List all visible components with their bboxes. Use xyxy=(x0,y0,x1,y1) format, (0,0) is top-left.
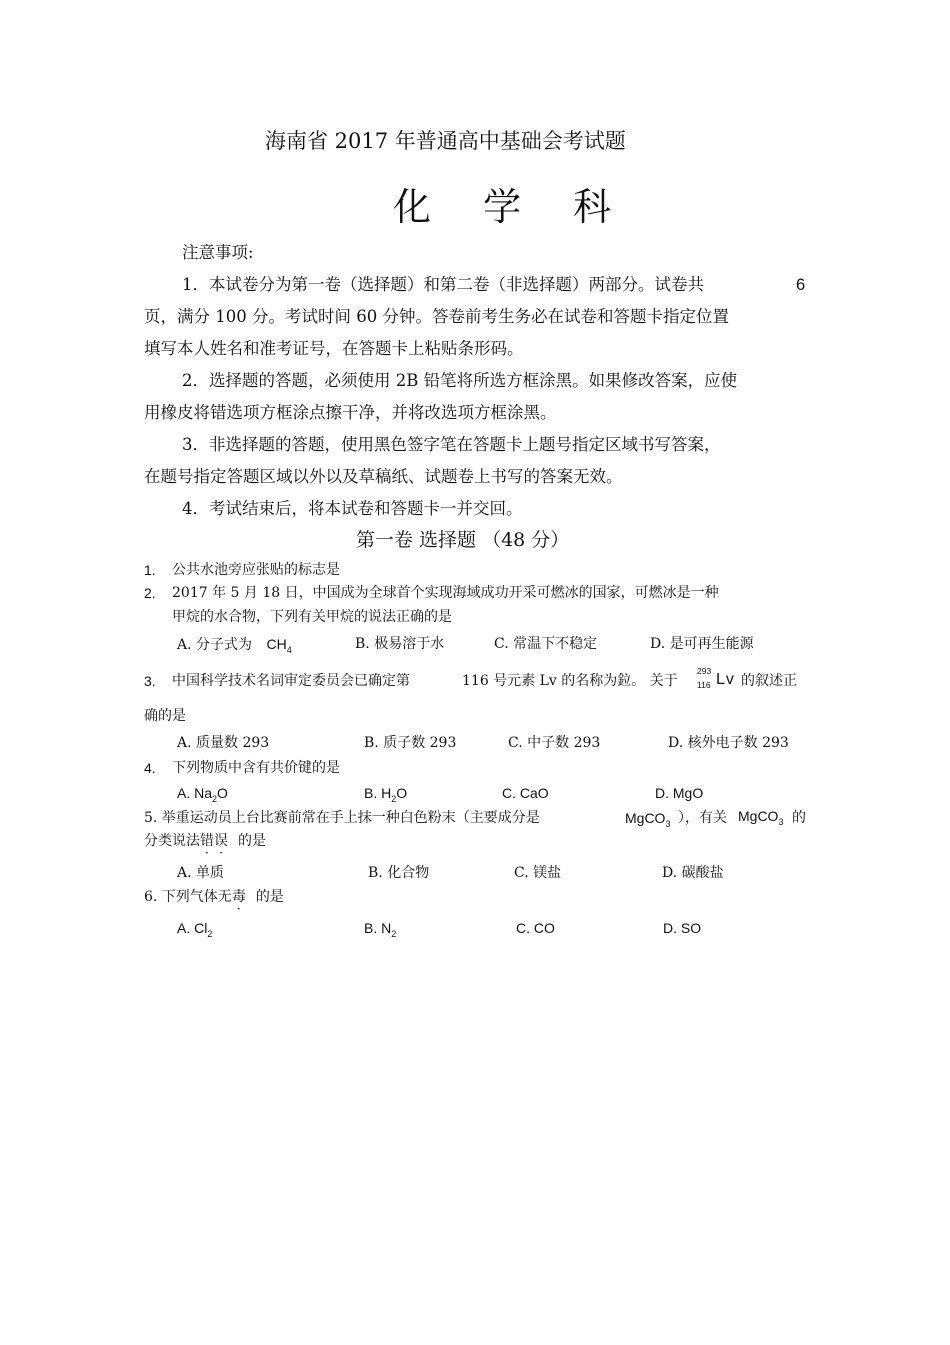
question-3-option-a: A. 质量数 293 xyxy=(177,735,270,751)
emphasis-char: 错 xyxy=(200,833,214,849)
question-3-text-4: 确的是 xyxy=(144,708,186,724)
emphasis-char: 毒 xyxy=(231,889,246,905)
question-6-option-a: A. $Cl_2$ xyxy=(177,920,213,939)
ch4-formula: $CH_4$ xyxy=(266,636,292,655)
note-3-line-1: 3．非选择题的答题，使用黑色签字笔在答题卡上题号指定区域书写答案， xyxy=(182,435,721,454)
question-2-text-1: 2017 年 5 月 18 日，中国成为全球首个实现海域成功开采可燃冰的国家，可燃冰是一种 xyxy=(172,585,719,601)
question-3-text-1: 中国科学技术名词审定委员会已确定第 xyxy=(172,673,410,689)
mgco3-formula-1: MgCO$_3$ xyxy=(625,810,671,829)
question-3-option-b: B. 质子数 293 xyxy=(364,735,457,751)
question-2-option-c: C. 常温下不稳定 xyxy=(494,636,598,652)
question-1-number: 1. xyxy=(144,562,156,578)
question-3-option-d: D. 核外电子数 293 xyxy=(668,735,789,751)
question-4-option-b: B. $H_2O$ xyxy=(364,785,408,804)
question-5-option-a: A. 单质 xyxy=(177,865,225,881)
question-2-number: 2. xyxy=(144,585,156,601)
question-5-text-1: 5. 举重运动员上台比赛前常在手上抹一种白色粉末（主要成分是 xyxy=(144,810,540,826)
note-1-line-3: 填写本人姓名和准考证号，在答题卡上粘贴条形码。 xyxy=(144,339,524,358)
emphasis-char: 误 xyxy=(214,833,228,849)
section-title: 第一卷 选择题 （48 分） xyxy=(356,529,570,551)
question-2-option-a xyxy=(177,637,292,655)
question-6-option-d: D. SO xyxy=(663,920,702,936)
question-5-text-3: 的 xyxy=(792,810,806,826)
exam-title: 海南省 2017 年普通高中基础会考试题 xyxy=(265,129,626,153)
question-4-number: 4. xyxy=(144,760,156,776)
question-6-option-c: C. CO xyxy=(516,920,555,936)
note-1-line-2: 页，满分 100 分。考试时间 60 分钟。答卷前考生务必在试卷和答题卡指定位置 xyxy=(144,307,729,326)
question-4-text: 下列物质中含有共价键的是 xyxy=(172,760,340,776)
question-5-option-b: B. 化合物 xyxy=(368,865,430,881)
question-6-option-b: B. $N_2$ xyxy=(364,920,397,939)
note-1-pages: 6 xyxy=(796,276,806,294)
question-2-option-d: D. 是可再生能源 xyxy=(650,636,754,652)
note-1-line-1: 1．本试卷分为第一卷（选择题）和第二卷（非选择题）两部分。试卷共 xyxy=(182,275,704,294)
question-5-text-2: ），有关 xyxy=(678,810,727,826)
question-3-text-3: 的叙述正 xyxy=(741,673,797,689)
isotope-atomic-number: 116 xyxy=(697,680,711,690)
question-4-option-a: A. $Na_2O$ xyxy=(177,785,228,804)
note-2-line-1: 2．选择题的答题，必须使用 2B 铅笔将所选方框涂黑。如果修改答案，应使 xyxy=(182,371,738,390)
question-3-number: 3. xyxy=(144,673,156,689)
question-3-option-c: C. 中子数 293 xyxy=(508,735,601,751)
option-a-label: A. 分子式为 xyxy=(177,637,253,653)
question-2-option-b: B. 极易溶于水 xyxy=(355,636,445,652)
question-2-text-2: 甲烷的水合物，下列有关甲烷的说法正确的是 xyxy=(172,609,452,625)
note-2-line-2: 用橡皮将错选项方框涂点擦干净，并将改选项方框涂黑。 xyxy=(144,403,557,422)
notes-heading: 注意事项: xyxy=(182,243,254,262)
question-6-text: 6. 下列气体无毒 的是 xyxy=(144,889,284,905)
mgco3-formula-2: MgCO$_3$ xyxy=(738,808,784,827)
question-5-option-d: D. 碳酸盐 xyxy=(662,865,724,881)
question-1-text: 公共水池旁应张贴的标志是 xyxy=(172,562,340,578)
isotope-mass-number: 293 xyxy=(697,666,712,676)
question-3-text-2: 116 号元素 Lv 的名称为鉝。 关于 xyxy=(462,673,678,689)
question-5-text-4: 分类说法错误 的是 xyxy=(144,833,266,849)
note-3-line-2: 在题号指定答题区域以外以及草稿纸、试题卷上书写的答案无效。 xyxy=(144,467,623,486)
question-4-option-c: C. CaO xyxy=(502,785,549,801)
subject-title: 化 学 科 xyxy=(393,185,632,229)
note-4: 4．考试结束后，将本试卷和答题卡一并交回。 xyxy=(182,499,523,518)
question-4-option-d: D. MgO xyxy=(655,785,704,801)
isotope-symbol: Lv xyxy=(716,671,735,688)
question-5-option-c: C. 镁盐 xyxy=(514,865,562,881)
